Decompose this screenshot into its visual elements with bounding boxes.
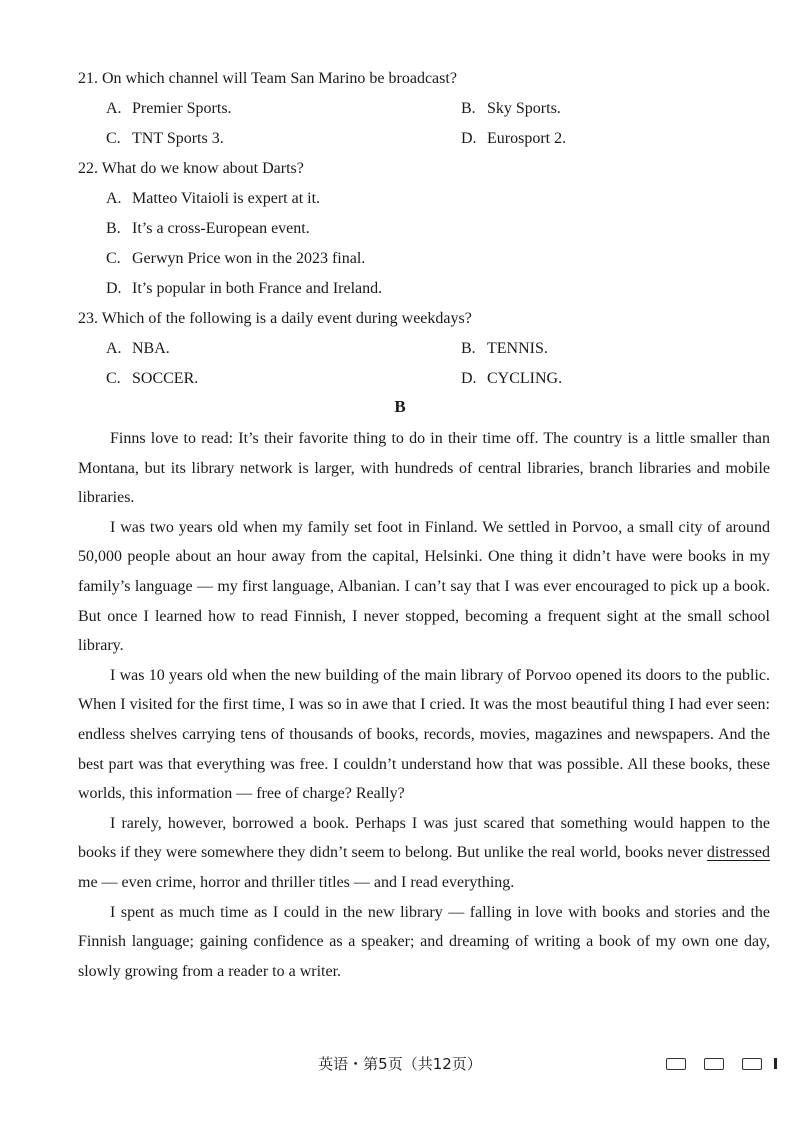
option-letter: C. — [106, 130, 121, 147]
option-23-a[interactable] — [106, 338, 170, 360]
option-text: Gerwyn Price won in the 2023 final. — [132, 250, 366, 267]
option-letter: B. — [461, 340, 476, 357]
option-letter: A. — [106, 340, 122, 357]
passage-paragraph-5: I spent as much time as I could in the new library — falling in love with books and stories and the Finnish language; gaining confidence as a speaker; and dreaming of writing a book of my own one day, slowly growing from a reader to a writer. — [78, 903, 770, 980]
option-letter: A. — [106, 190, 122, 207]
section-heading: B — [394, 397, 406, 416]
question-stem: What do we know about Darts? — [101, 160, 304, 177]
question-stem: On which channel will Team San Marino be broadcast? — [102, 70, 457, 87]
option-22-b[interactable] — [106, 218, 310, 240]
option-23-c[interactable] — [106, 368, 198, 390]
option-letter: B. — [461, 100, 476, 117]
underlined-word: distressed — [706, 844, 770, 862]
question-number: 21. — [78, 70, 98, 87]
question-number: 23. — [78, 310, 98, 327]
question-number: 22. — [78, 160, 98, 177]
option-text: Eurosport 2. — [487, 130, 567, 147]
option-text: Premier Sports. — [132, 100, 232, 117]
option-22-a[interactable] — [106, 188, 320, 210]
option-letter: C. — [106, 250, 121, 267]
paragraph-text: I rarely, however, borrowed a book. Perhaps I was just scared that something would happen to the books if they were somewhere they didn’t seem to belong. But unlike the real world, books never — [78, 814, 770, 862]
option-letter: B. — [106, 220, 121, 237]
option-letter: C. — [106, 370, 121, 387]
option-text: NBA. — [132, 340, 170, 357]
option-text: Matteo Vitaioli is expert at it. — [132, 190, 321, 207]
empty-box-icon — [742, 1058, 762, 1070]
option-text: TNT Sports 3. — [132, 130, 224, 147]
passage-paragraph-3: I was 10 years old when the new building of the main library of Porvoo opened its doors to the public. When I visited for the first time, I was so in awe that I cried. It was the most beautiful thing I had ever seen: endless shelves carrying tens of thousands of books, records, movies, magazines and newspapers. And the best part was that everything was free. I couldn’t understand how that was possible. All these books, these worlds, this information — free of charge? Really? — [78, 666, 770, 803]
option-text: SOCCER. — [132, 370, 199, 387]
option-text: It’s popular in both France and Ireland. — [132, 280, 383, 297]
question-21 — [78, 68, 457, 90]
option-21-b[interactable] — [461, 98, 561, 120]
question-22 — [78, 158, 304, 180]
reading-passage — [78, 424, 770, 986]
page-footer: 英语・第5页（共12页） — [318, 1055, 482, 1073]
option-23-d[interactable] — [461, 368, 562, 390]
passage-paragraph-2: I was two years old when my family set foot in Finland. We settled in Porvoo, a small city of around 50,000 people about an hour away from the capital, Helsinki. One thing it didn’t have were books in my family’s language — my first language, Albanian. I can’t say that I was ever encouraged to pick up a book. But once I learned how to read Finnish, I never stopped, becoming a frequent sight at the small school library. — [78, 518, 770, 655]
question-23 — [78, 308, 472, 330]
option-letter: D. — [461, 370, 477, 387]
option-text: Sky Sports. — [487, 100, 561, 117]
option-23-b[interactable] — [461, 338, 548, 360]
option-letter: D. — [461, 130, 477, 147]
option-21-c[interactable] — [106, 128, 224, 150]
option-21-d[interactable] — [461, 128, 566, 150]
empty-box-icon — [666, 1058, 686, 1070]
option-text: TENNIS. — [487, 340, 548, 357]
passage-paragraph-4 — [78, 809, 770, 898]
option-text: CYCLING. — [487, 370, 563, 387]
question-stem: Which of the following is a daily event during weekdays? — [101, 310, 472, 327]
paragraph-text: me — even crime, horror and thriller titles — and I read everything. — [78, 873, 515, 891]
bar-mark-icon — [774, 1058, 777, 1069]
passage-paragraph-1: Finns love to read: It’s their favorite thing to do in their time off. The country is a little smaller than Montana, but its library network is larger, with hundreds of central libraries, branch libraries and mobile libraries. — [78, 430, 770, 507]
empty-box-icon — [704, 1058, 724, 1070]
option-text: It’s a cross-European event. — [132, 220, 310, 237]
option-letter: A. — [106, 100, 122, 117]
option-letter: D. — [106, 280, 122, 297]
option-21-a[interactable] — [106, 98, 232, 120]
option-22-d[interactable] — [106, 278, 382, 300]
option-22-c[interactable] — [106, 248, 365, 270]
